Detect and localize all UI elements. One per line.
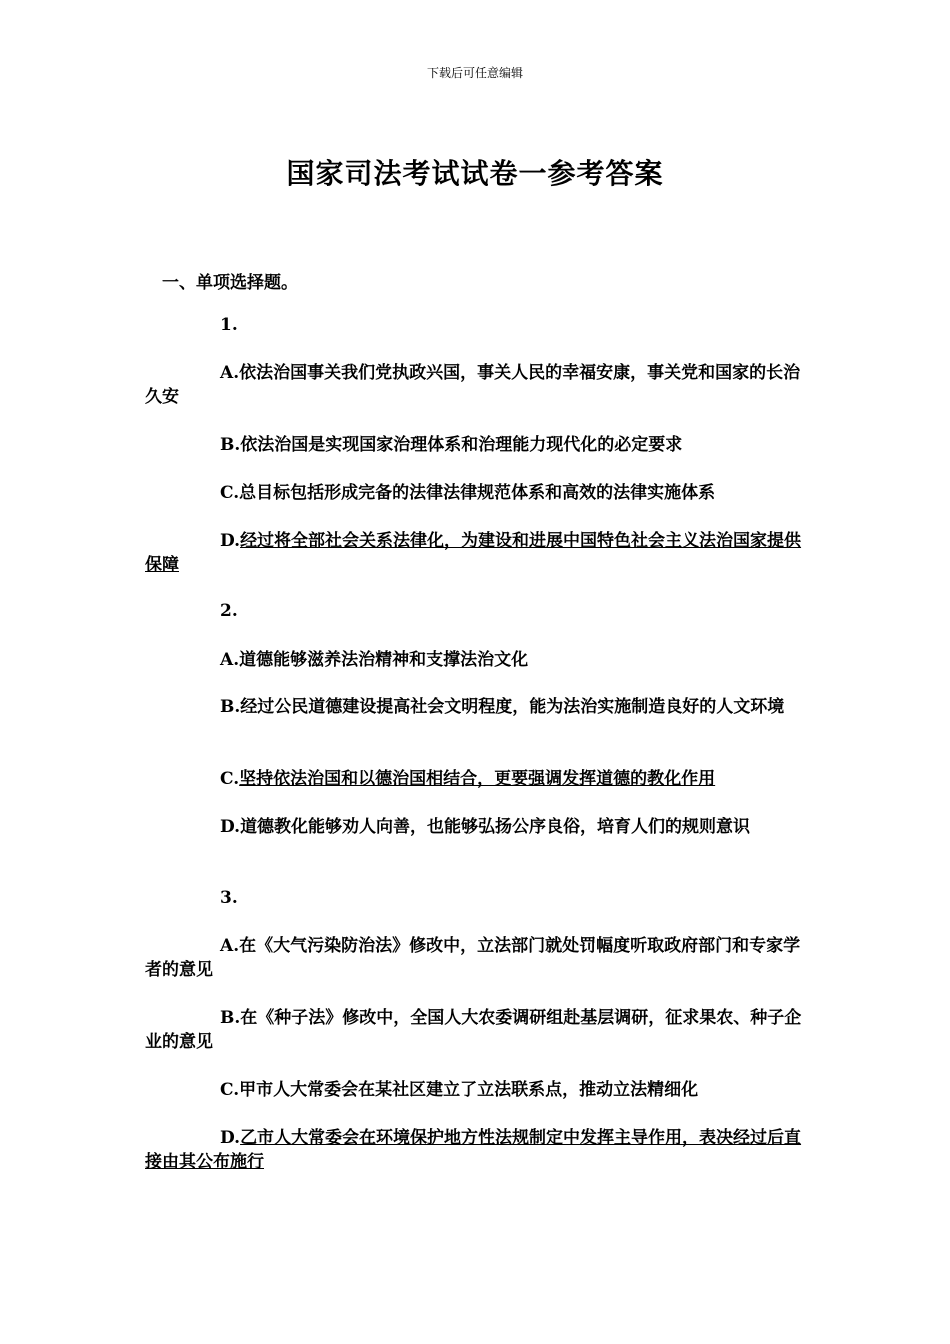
- option-text: 道德能够滋养法治精神和支撑法治文化: [239, 650, 529, 670]
- option-item-answer: [145, 767, 810, 791]
- option-label: C.: [220, 769, 240, 789]
- option-label: C.: [220, 1080, 240, 1100]
- option-item: [145, 934, 810, 982]
- option-item: [145, 1078, 810, 1102]
- question-number: 1.: [220, 315, 238, 335]
- option-item-answer: [145, 1126, 810, 1174]
- option-item: [145, 433, 810, 457]
- option-item: [145, 815, 810, 839]
- option-label: A.: [220, 936, 240, 956]
- option-label: B.: [220, 435, 241, 455]
- answer-text: 坚持依法治国和以德治国相结合，更要强调发挥道德的教化作用: [239, 769, 716, 789]
- option-text: 甲市人大常委会在某社区建立了立法联系点，推动立法精细化: [239, 1080, 699, 1100]
- option-text: 依法治国是实现国家治理体系和治理能力现代化的必定要求: [240, 435, 683, 455]
- option-label: D.: [220, 817, 241, 837]
- option-label: C.: [220, 483, 240, 503]
- option-text: 总目标包括形成完备的法律法律规范体系和高效的法律实施体系: [239, 483, 716, 503]
- option-label: A.: [220, 363, 240, 383]
- answer-text: 乙市人大常委会在环境保护地方性法规制定中发挥主导作用，表决经过后直接由其公布施行: [145, 1128, 802, 1172]
- option-text: 依法治国事关我们党执政兴国，事关人民的幸福安康，事关党和国家的长治久安: [145, 363, 801, 407]
- question-number: 2.: [220, 601, 238, 621]
- option-item: [145, 481, 810, 505]
- option-text: 道德教化能够劝人向善，也能够弘扬公序良俗，培育人们的规则意识: [240, 817, 751, 837]
- option-label: B.: [220, 697, 241, 717]
- option-text: 经过公民道德建设提高社会文明程度，能为法治实施制造良好的人文环境: [240, 697, 785, 717]
- option-label: D.: [220, 1128, 241, 1148]
- option-label: A.: [220, 650, 240, 670]
- option-item: [145, 1006, 810, 1054]
- section-heading: 一、单项选择题。: [162, 273, 298, 293]
- option-item: [145, 648, 810, 672]
- question-number: 3.: [220, 888, 238, 908]
- option-label: D.: [220, 531, 241, 551]
- option-text: 在《大气污染防治法》修改中，立法部门就处罚幅度听取政府部门和专家学者的意见: [145, 936, 801, 980]
- option-item: [145, 361, 810, 409]
- document-title: 国家司法考试试卷一参考答案: [286, 157, 664, 190]
- option-label: B.: [220, 1008, 241, 1028]
- answer-text: 经过将全部社会关系法律化，为建设和进展中国特色社会主义法治国家提供保障: [145, 531, 802, 575]
- option-text: 在《种子法》修改中，全国人大农委调研组赴基层调研，征求果农、种子企业的意见: [145, 1008, 802, 1052]
- option-item-answer: [145, 529, 810, 577]
- page-header: 下载后可任意编辑: [426, 66, 523, 80]
- option-item: [145, 695, 810, 719]
